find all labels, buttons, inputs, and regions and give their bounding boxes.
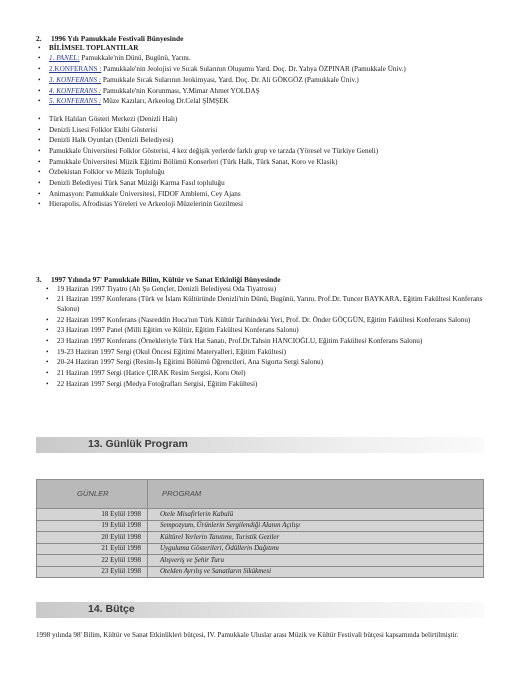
table-row: 18 Eylül 1998 Otele Misafirlerin Kabulü (37, 509, 484, 521)
program-table (36, 479, 484, 578)
list-item: • 3. KONFERANS : Pamukkale Sıcak Sularının Jeokimyası, Yard. Doç. Dr. Ali GÖKGÖZ (Pamukkale Üniv.) (38, 75, 359, 84)
list-item: • Özbekistan Folklor ve Müzik Topluluğu (38, 168, 165, 177)
section-title: 13. Günlük Program (88, 438, 188, 450)
table-header-row (37, 480, 484, 509)
list-item: • Denizli Halk Oyunları (Denizli Belediyesi) (38, 136, 174, 145)
list-item: • 19 Haziran 1997 Tiyatro (Ah Şu Gençler, Denizli Belediyesi Oda Tiyatrosu) (46, 284, 277, 293)
list-item: • 4. KONFERANS : Pamukkale'nin Korunması, Y.Mimar Ahmet YOLDAŞ (38, 86, 260, 95)
list-item: • Pamukkale Üniversitesi Müzik Eğitimi Bölümü Konserleri (Türk Halk, Türk Sanat, Koro ve Klasik) (38, 157, 338, 166)
list-item: • 5. KONFERANS : Müze Kazıları, Arkeolog Dr.Celal ŞİMŞEK (38, 97, 229, 106)
list-item: • Pamukkale Üniversitesi Folklor Gösterisi, 4 kez değişik yerlerde farklı grup ve tarzda (Yöresel ve Türkiye Geneli) (38, 146, 379, 155)
section-title: 1997 Yılında 97' Pamukkale Bilim, Kültür ve Sanat Etkinliği Bünyesinde (51, 275, 281, 284)
sub-heading: BİLİMSEL TOPLANTILAR (49, 43, 139, 52)
list-item: • BİLİMSEL TOPLANTILAR (38, 43, 139, 52)
list-item: • 22 Haziran 1997 Konferans (Nasreddin Hoca'nın Türk Kültür Tarihindeki Yeri, Prof. Dr. Önder GÖÇGÜN, Eğitim Fakültesi Konferans Salonu) (46, 315, 471, 324)
section-heading-daily-program (36, 437, 484, 453)
list-item: • Hierapolis, Afrodisias Yöreleri ve Arkeoloji Müzelerinin Gezilmesi (38, 200, 243, 209)
list-item: • 19-23 Haziran 1997 Sergi (Okul Öncesi Eğitimi Materyalleri, Eğitim Fakültesi) (46, 347, 287, 356)
table-row: 21 Eylül 1998 Uygulama Gösterileri, Ödüllerin Dağıtımı (37, 543, 484, 555)
table-row: 23 Eylül 1998 Otelden Ayrılış ve Sanatların Sikükmesi (37, 566, 484, 578)
table-row: 19 Eylül 1998 Sempozyum, Ürünlerin Sergilendiği Alanın Açılışı (37, 520, 484, 532)
list-item: • 2.KONFERANS : Pamukkale'nin Jeolojisi ve Sıcak Sularının Oluşumu Yard. Doç. Dr. Yahya ÖZPINAR (Pamukkale Üniv.) (38, 65, 406, 74)
meetings-list (36, 54, 484, 106)
list-item: • 22 Haziran 1997 Sergi (Medya Fotoğrafları Sergisi, Eğitim Fakültesi) (46, 379, 258, 388)
section-1997-events (36, 275, 484, 390)
column-header-days: GÜNLER (37, 480, 148, 509)
section-title: 1996 Yılı Pamukkale Festivali Bünyesinde (51, 34, 184, 43)
section-heading-budget (36, 602, 484, 618)
list-item: • 21 Haziran 1997 Sergi (Hatice ÇIRAK Resim Sergisi, Koru Otel) (46, 369, 246, 378)
list-item: • 21 Haziran 1997 Konferans (Türk ve İslam Kültüründe Denizli'nin Dünü, Bugünü, Yarını. Prof.Dr. Tuncer BAYKARA, Eğitim Fakültesi Konferans Salonu) (46, 295, 483, 313)
budget-paragraph: 1998 yılında 98' Bilim, Kültür ve Sanat Etkinlikleri bütçesi, IV. Pamukkale Uluslar arası Müzik ve Kültür Festivali bütçesi kapsamında belirtilmiştir. (36, 631, 459, 639)
events-list (36, 115, 484, 210)
list-item: • Türk Halıları Gösteri Merkezi (Denizli Halı) (38, 114, 178, 123)
list-item: • Animasyon: Pamukkale Üniversitesi, FIDOF Amblemi, Cey Ajans (38, 189, 241, 198)
section-1996-festival (36, 34, 484, 211)
events-1997-list (44, 285, 484, 390)
list-item: • 23 Haziran 1997 Konferans (Örnekleriyle Türk Hat Sanatı, Prof.Dr.Tahsin HANCIOĞLU, Eğitim Fakültesi Konferans Salonu) (46, 337, 423, 346)
list-item: • 23 Haziran 1997 Panel (Milli Eğitim ve Kültür, Eğitim Fakültesi Konferans Salonu) (46, 326, 299, 335)
list-item: • Denizli Lisesi Folklor Ekibi Gösterisi (38, 125, 158, 134)
table-row: 20 Eylül 1998 Kültürel Yerlerin Tanıtımı, Turistik Geziler (37, 532, 484, 544)
table-row: 22 Eylül 1998 Alışveriş ve Şehir Turu (37, 555, 484, 567)
section-title: 14. Bütçe (88, 603, 135, 615)
list-item: • Denizli Belediyesi Türk Sanat Müziği Karma Fasıl topluluğu (38, 179, 225, 188)
section-number: 2. (36, 34, 42, 43)
column-header-program: PROGRAM (148, 480, 484, 509)
list-item: • 1. PANEL: Pamukkale'nin Dünü, Bugünü, Yarını. (38, 54, 191, 63)
section-number: 3. (36, 275, 42, 284)
list-item: • 20-24 Haziran 1997 Sergi (Resim-İş Eğitimi Bölümü Öğrencileri, Ana Sigorta Sergi Salonu) (46, 358, 324, 367)
